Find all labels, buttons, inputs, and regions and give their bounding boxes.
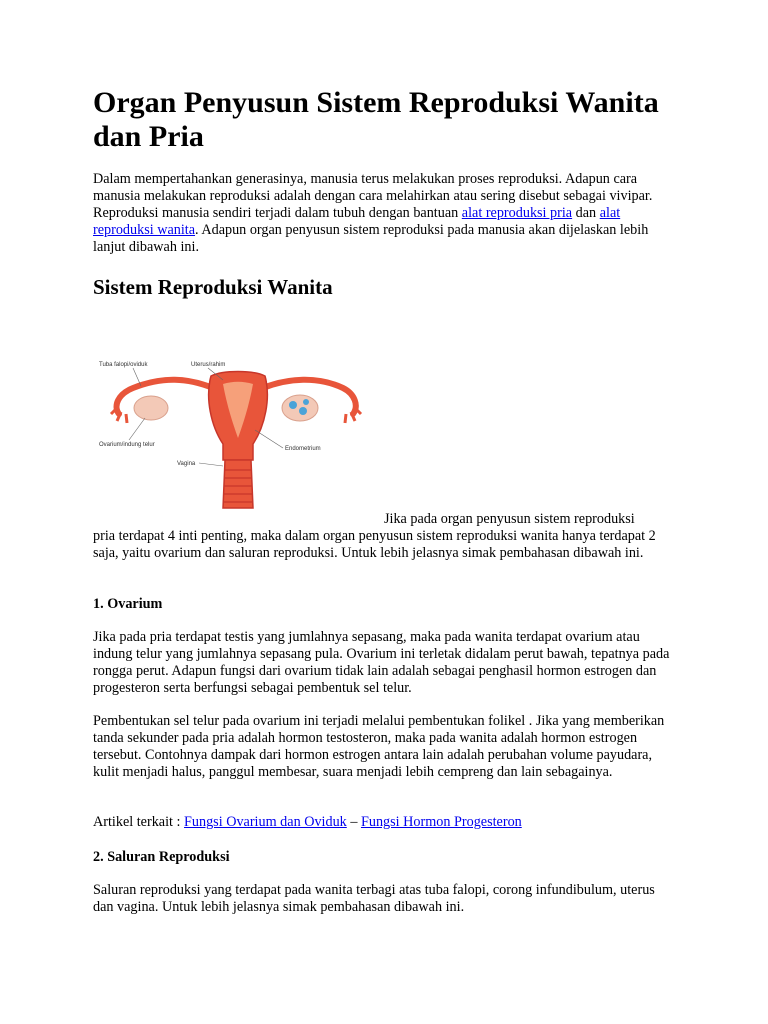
label-tuba-falopi: Tuba falopi/oviduk [99, 362, 148, 368]
related-prefix: Artikel terkait : [93, 814, 185, 830]
link-alat-reproduksi-pria[interactable]: alat reproduksi pria [461, 205, 573, 221]
vagina [223, 460, 253, 508]
heading-ovarium: 1. Ovarium [93, 596, 163, 612]
ovarium-paragraph-2: Pembentukan sel telur pada ovarium ini terjadi melalui pembentukan folikel . Jika yang memberikan tanda sekunder pada pria adalah hormon testosteron, maka pada wanita adalah hormon estrogen tersebut. Contohnya dampak dari hormon estrogen antara lain adalah perubahan volume payudara, kulit menjadi halus, panggul membesar, suara menjadi lebih cempreng dan lain sebagainya. [93, 713, 665, 780]
page-title: Organ Penyusun Sistem Reproduksi Wanita dan Pria [93, 86, 659, 153]
related-separator: – [346, 814, 361, 830]
link-fungsi-hormon-progesteron[interactable]: Fungsi Hormon Progesteron [360, 814, 522, 830]
right-ovary [282, 395, 318, 421]
section-heading-wanita: Sistem Reproduksi Wanita [93, 275, 333, 299]
label-vagina: Vagina [177, 461, 196, 467]
related-articles [93, 814, 673, 831]
link-fungsi-ovarium-oviduk[interactable]: Fungsi Ovarium dan Oviduk [184, 814, 347, 830]
saluran-paragraph-1: Saluran reproduksi yang terdapat pada wanita terbagi atas tuba falopi, corong infundibulum, uterus dan vagina. Untuk lebih jelasnya simak pembahasan dibawah ini. [93, 882, 655, 915]
figure-caption-first-line: Jika pada organ penyusun sistem reproduksi [384, 511, 635, 527]
intro-text-end: . Adapun organ penyusun sistem reproduksi pada manusia akan dijelaskan lebih lanjut dibawah ini. [93, 222, 649, 255]
intro-text-start: Dalam mempertahankan generasinya, manusia terus melakukan proses reproduksi. Adapun cara manusia melakukan reproduksi adalah dengan cara melahirkan atau sering disebut sebagai vivipar. Reproduksi manusia sendiri terjadi dalam tubuh dengan bantuan [93, 171, 653, 221]
uterus-illustration [93, 348, 383, 510]
intro-paragraph [93, 171, 673, 256]
label-endometrium: Endometrium [285, 446, 321, 452]
left-ovary [134, 396, 168, 420]
heading-saluran-reproduksi: 2. Saluran Reproduksi [93, 849, 230, 865]
figure-caption-rest: pria terdapat 4 inti penting, maka dalam organ penyusun sistem reproduksi wanita hanya terdapat 2 saja, yaitu ovarium dan saluran reproduksi. Untuk lebih jelasnya simak pembahasan dibawah ini. [93, 528, 656, 561]
intro-text-mid: dan [572, 205, 600, 221]
ovarium-paragraph-1: Jika pada pria terdapat testis yang jumlahnya sepasang, maka pada wanita terdapat ovarium atau indung telur yang jumlahnya sepasang pula. Ovarium ini terletak didalam perut bawah, tepatnya pada rongga perut. Adapun fungsi dari ovarium tidak lain adalah sebagai penghasil hormon estrogen dan progesteron serta berfungsi sebagai pembentuk sel telur. [93, 629, 670, 696]
label-ovarium: Ovarium/indung telur [99, 442, 155, 448]
label-uterus: Uterus/rahim [191, 362, 226, 368]
female-reproductive-diagram [93, 348, 383, 510]
link-alat-reproduksi-wanita[interactable]: alat reproduksi wanita [93, 205, 621, 238]
